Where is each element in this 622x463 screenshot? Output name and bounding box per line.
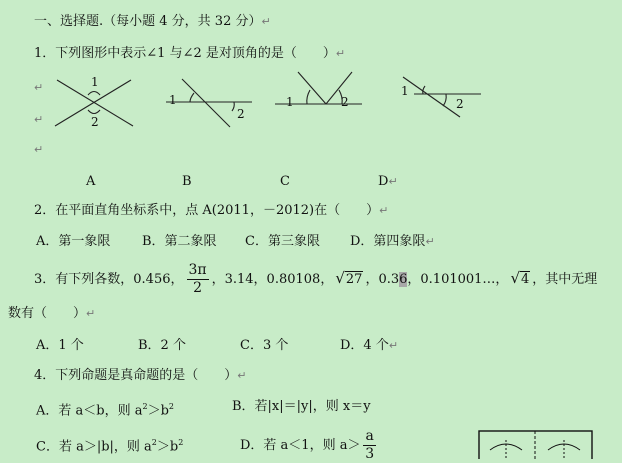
- q4-option-b: B．若|x|＝|y|，则 x＝y: [232, 399, 371, 414]
- text-highlight: 6: [399, 272, 408, 287]
- q2-option-c: C．第三象限: [245, 234, 320, 249]
- question-3-continued: 数有（ ）↵: [8, 306, 96, 321]
- fraction-a-over-3: $\frac{a}{3}$: [365, 428, 375, 462]
- sqrt-4: √4: [510, 269, 530, 287]
- figure-d: [403, 77, 481, 117]
- q4-option-c: C．若 a＞|b|，则 $a^2>b^2$: [36, 438, 184, 455]
- angle-label-2: 2: [91, 115, 99, 129]
- q3-option-b: B．2 个: [138, 338, 186, 353]
- question-2-stem: 2．在平面直角坐标系中，点 A(2011，－2012)在（ ）↵: [34, 203, 389, 218]
- paragraph-mark: ↵: [34, 81, 44, 94]
- section-title: 一、选择题.（每小题 4 分，共 32 分）↵: [34, 14, 271, 29]
- angle-label-1: 1: [169, 93, 177, 107]
- option-b-label: B: [182, 174, 192, 189]
- option-c-label: C: [280, 174, 290, 189]
- q3-option-d: D．4 个↵: [340, 338, 399, 353]
- q2-option-d: D．第四象限↵: [350, 234, 435, 249]
- option-d-label: D↵: [378, 174, 398, 189]
- q3-option-c: C．3 个: [240, 338, 289, 353]
- angle-label-1: 1: [91, 75, 99, 89]
- paragraph-mark: ↵: [34, 113, 44, 126]
- question-1-stem: 1．下列图形中表示∠1 与∠2 是对顶角的是（ ）↵: [34, 46, 346, 61]
- angle-label-1: 1: [286, 95, 294, 109]
- question-3-stem: 3．有下列各数，0.456， $\frac{3\pi}{2}$ ，3.14，0.80108， √27 ，0.36，0.101001…， √4 ，其中无理: [34, 258, 597, 298]
- angle-label-2: 2: [456, 97, 464, 111]
- fraction-3pi-over-2: $\frac{3\pi}{2}$: [188, 262, 207, 296]
- partial-figure: [478, 430, 594, 459]
- angle-label-2: 2: [341, 95, 349, 109]
- paragraph-mark: ↵: [34, 143, 44, 156]
- q2-option-a: A．第一象限: [36, 234, 111, 249]
- q4-option-d: D．若 a＜1，则 a＞ $\frac{a}{3}$: [240, 428, 375, 462]
- angle-label-1: 1: [401, 84, 409, 98]
- angle-label-2: 2: [237, 107, 245, 121]
- q4-option-a: A．若 a＜b，则 $a^2>b^2$: [36, 402, 174, 419]
- sqrt-27: √27: [335, 269, 363, 287]
- q2-option-b: B．第二象限: [142, 234, 217, 249]
- q3-option-a: A．1 个: [36, 338, 84, 353]
- angle-figures: [0, 64, 622, 136]
- question-4-stem: 4．下列命题是真命题的是（ ）↵: [34, 368, 247, 383]
- option-a-label: A: [86, 174, 96, 189]
